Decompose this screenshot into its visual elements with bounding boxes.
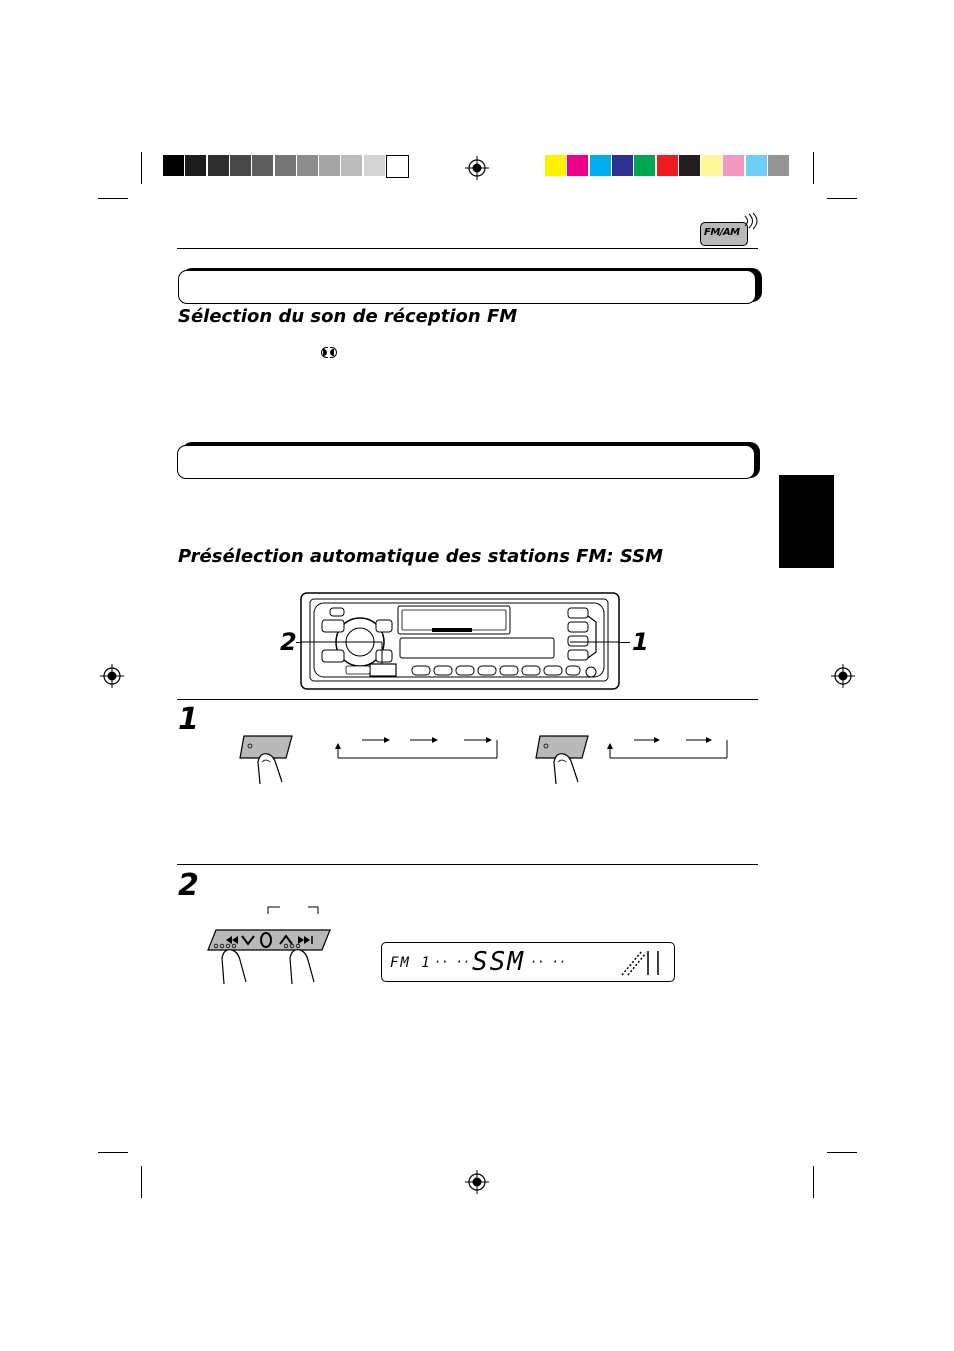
color-swatch [723,155,744,176]
step-2-rule [177,864,758,865]
gray-swatch [163,155,184,176]
crop-mark-icon [141,1166,142,1198]
color-swatch [768,155,789,176]
color-swatch [545,155,566,176]
bracket-icon [266,904,322,914]
leader-line-left [296,642,302,643]
signal-waves-icon [742,212,762,230]
gray-swatch [252,155,273,176]
registration-mark-icon [465,156,489,180]
arrow-sequence-1 [334,732,500,766]
fm-am-badge-label: FM/AM [704,227,740,238]
color-swatch [612,155,633,176]
lcd-mode: SSM [472,947,525,977]
gray-swatch [275,155,296,176]
color-swatch [567,155,588,176]
language-side-tab [779,475,834,568]
crop-mark-icon [813,1166,814,1198]
dolby-icon [321,347,339,358]
gray-swatch [341,155,362,176]
lcd-band: FM 1 [390,955,432,971]
car-stereo-illustration [300,592,620,692]
heading-ssm: Présélection automatique des stations FM: SSM [178,546,664,567]
color-swatch [701,155,722,176]
gray-swatch [364,155,385,176]
arrow-sequence-2 [606,732,730,766]
gray-swatch [386,155,409,178]
fm-am-badge [700,222,748,246]
color-swatch [634,155,655,176]
leader-line-right [618,642,630,643]
crop-mark-icon [813,152,814,184]
finger-press-icon [534,732,594,788]
tuning-buttons-press-icon [206,926,336,986]
lcd-display [381,942,675,982]
step-1-number: 1 [178,702,199,737]
header-rule [177,248,758,249]
crop-mark-icon [141,152,142,184]
callout-1: 1 [632,628,649,656]
color-swatch [657,155,678,176]
gray-swatch [319,155,340,176]
gray-swatch [185,155,206,176]
gray-swatch [297,155,318,176]
registration-mark-icon [831,664,855,688]
registration-mark-icon [100,664,124,688]
level-meter-icon [618,947,666,977]
color-swatch [679,155,700,176]
crop-mark-icon [827,1152,857,1153]
crop-mark-icon [827,198,857,199]
crop-mark-icon [98,1152,128,1153]
color-swatch [590,155,611,176]
section-bar-ssm [177,445,755,479]
lcd-dots-left: ·· ·· [434,955,471,969]
registration-mark-icon [465,1170,489,1194]
gray-swatch [208,155,229,176]
callout-2: 2 [280,628,297,656]
color-swatch [746,155,767,176]
finger-press-icon [238,732,298,788]
gray-swatch [230,155,251,176]
step-1-rule [177,699,758,700]
step-2-number: 2 [178,868,199,903]
lcd-dots-right: ·· ·· [530,955,567,969]
crop-mark-icon [98,198,128,199]
heading-fm-sound: Sélection du son de réception FM [178,306,518,327]
section-bar-fm-sound [178,270,756,304]
